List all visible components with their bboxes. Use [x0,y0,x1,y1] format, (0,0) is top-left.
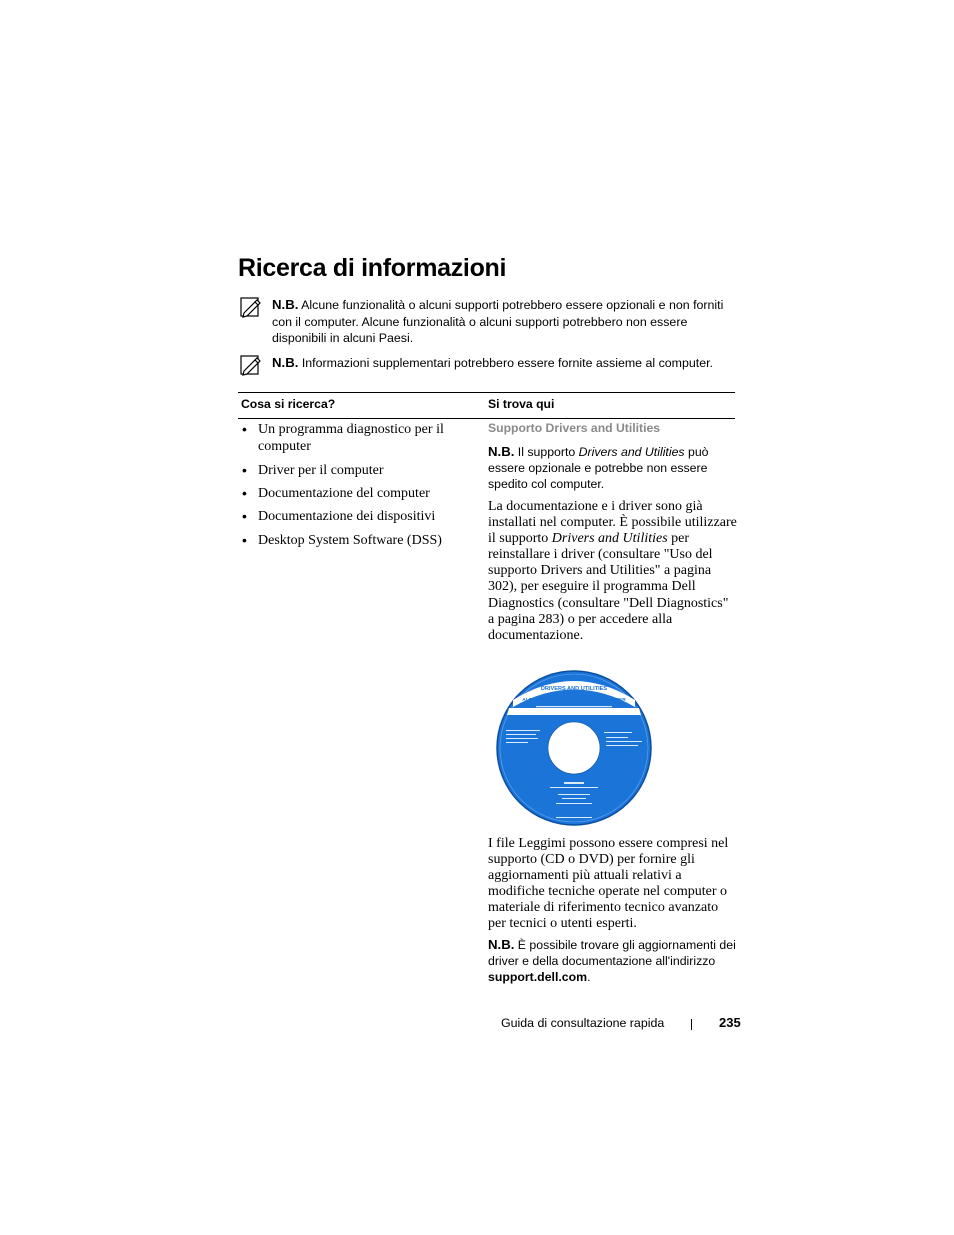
note-updates: N.B. È possibile trovare gli aggiornamenti dei driver e della documentazione all'indirizzo support.dell.com. [488,937,736,985]
note-label: N.B. [272,297,299,312]
drivers-utilities-disc-image [496,670,652,826]
note-1 [272,297,738,347]
list-item: • Driver per il computer [242,462,384,478]
footer-guide-title: Guida di consultazione rapida [501,1016,665,1030]
disc-banner-bottom: ALREADY INSTALLED ON YOUR COMPUTER [522,698,626,703]
note-label: N.B. [272,355,299,370]
note-drivers-media: N.B. Il supporto Drivers and Utilities può essere opzionale e potrebbe non essere spedito col computer. [488,444,709,492]
page-title: Ricerca di informazioni [238,254,507,282]
paragraph-readme: I file Leggimi possono essere compresi nel supporto (CD o DVD) per fornire gli aggiornamenti più attuali relativi a modifiche tecniche operate nel computer o materiale di riferimento tecnico avanzato per tecnici o utenti esperti. [488,836,729,932]
paragraph-documentation: La documentazione e i driver sono già installati nel computer. È possibile utilizzare il supporto Drivers and Utilities per reinstallare i driver (consultare "Uso del supporto Drivers and Utilities" a pagina 302), per eseguire il programma Dell Diagnostics (consultare "Dell Diagnostics" a pagina 283) o per accedere alla documentazione. [488,499,737,643]
list-item: • Un programma diagnostico per il computer [242,421,444,454]
list-item: • Documentazione del computer [242,485,430,501]
list-item: • Documentazione dei dispositivi [242,508,436,524]
pencil-note-icon [240,354,262,376]
note-2 [272,355,738,372]
pencil-note-icon [240,296,262,318]
list-item: • Desktop System Software (DSS) [242,532,442,548]
column-header-what: Cosa si ricerca? [241,397,336,411]
note-text: Informazioni supplementari potrebbero essere fornite assieme al computer. [301,356,713,370]
table-top-rule [238,392,735,393]
column-header-where: Si trova qui [488,397,555,411]
page-number: 235 [719,1015,741,1030]
footer-separator [691,1019,692,1030]
section-heading: Supporto Drivers and Utilities [488,421,661,435]
disc-banner-top: DRIVERS AND UTILITIES [540,686,608,692]
note-text: Alcune funzionalità o alcuni supporti potrebbero essere opzionali e non forniti con il computer. Alcune funzionalità o alcuni supporti potrebbero non essere disponibili in alcuni Paesi. [272,298,724,345]
table-header-rule [238,418,735,419]
